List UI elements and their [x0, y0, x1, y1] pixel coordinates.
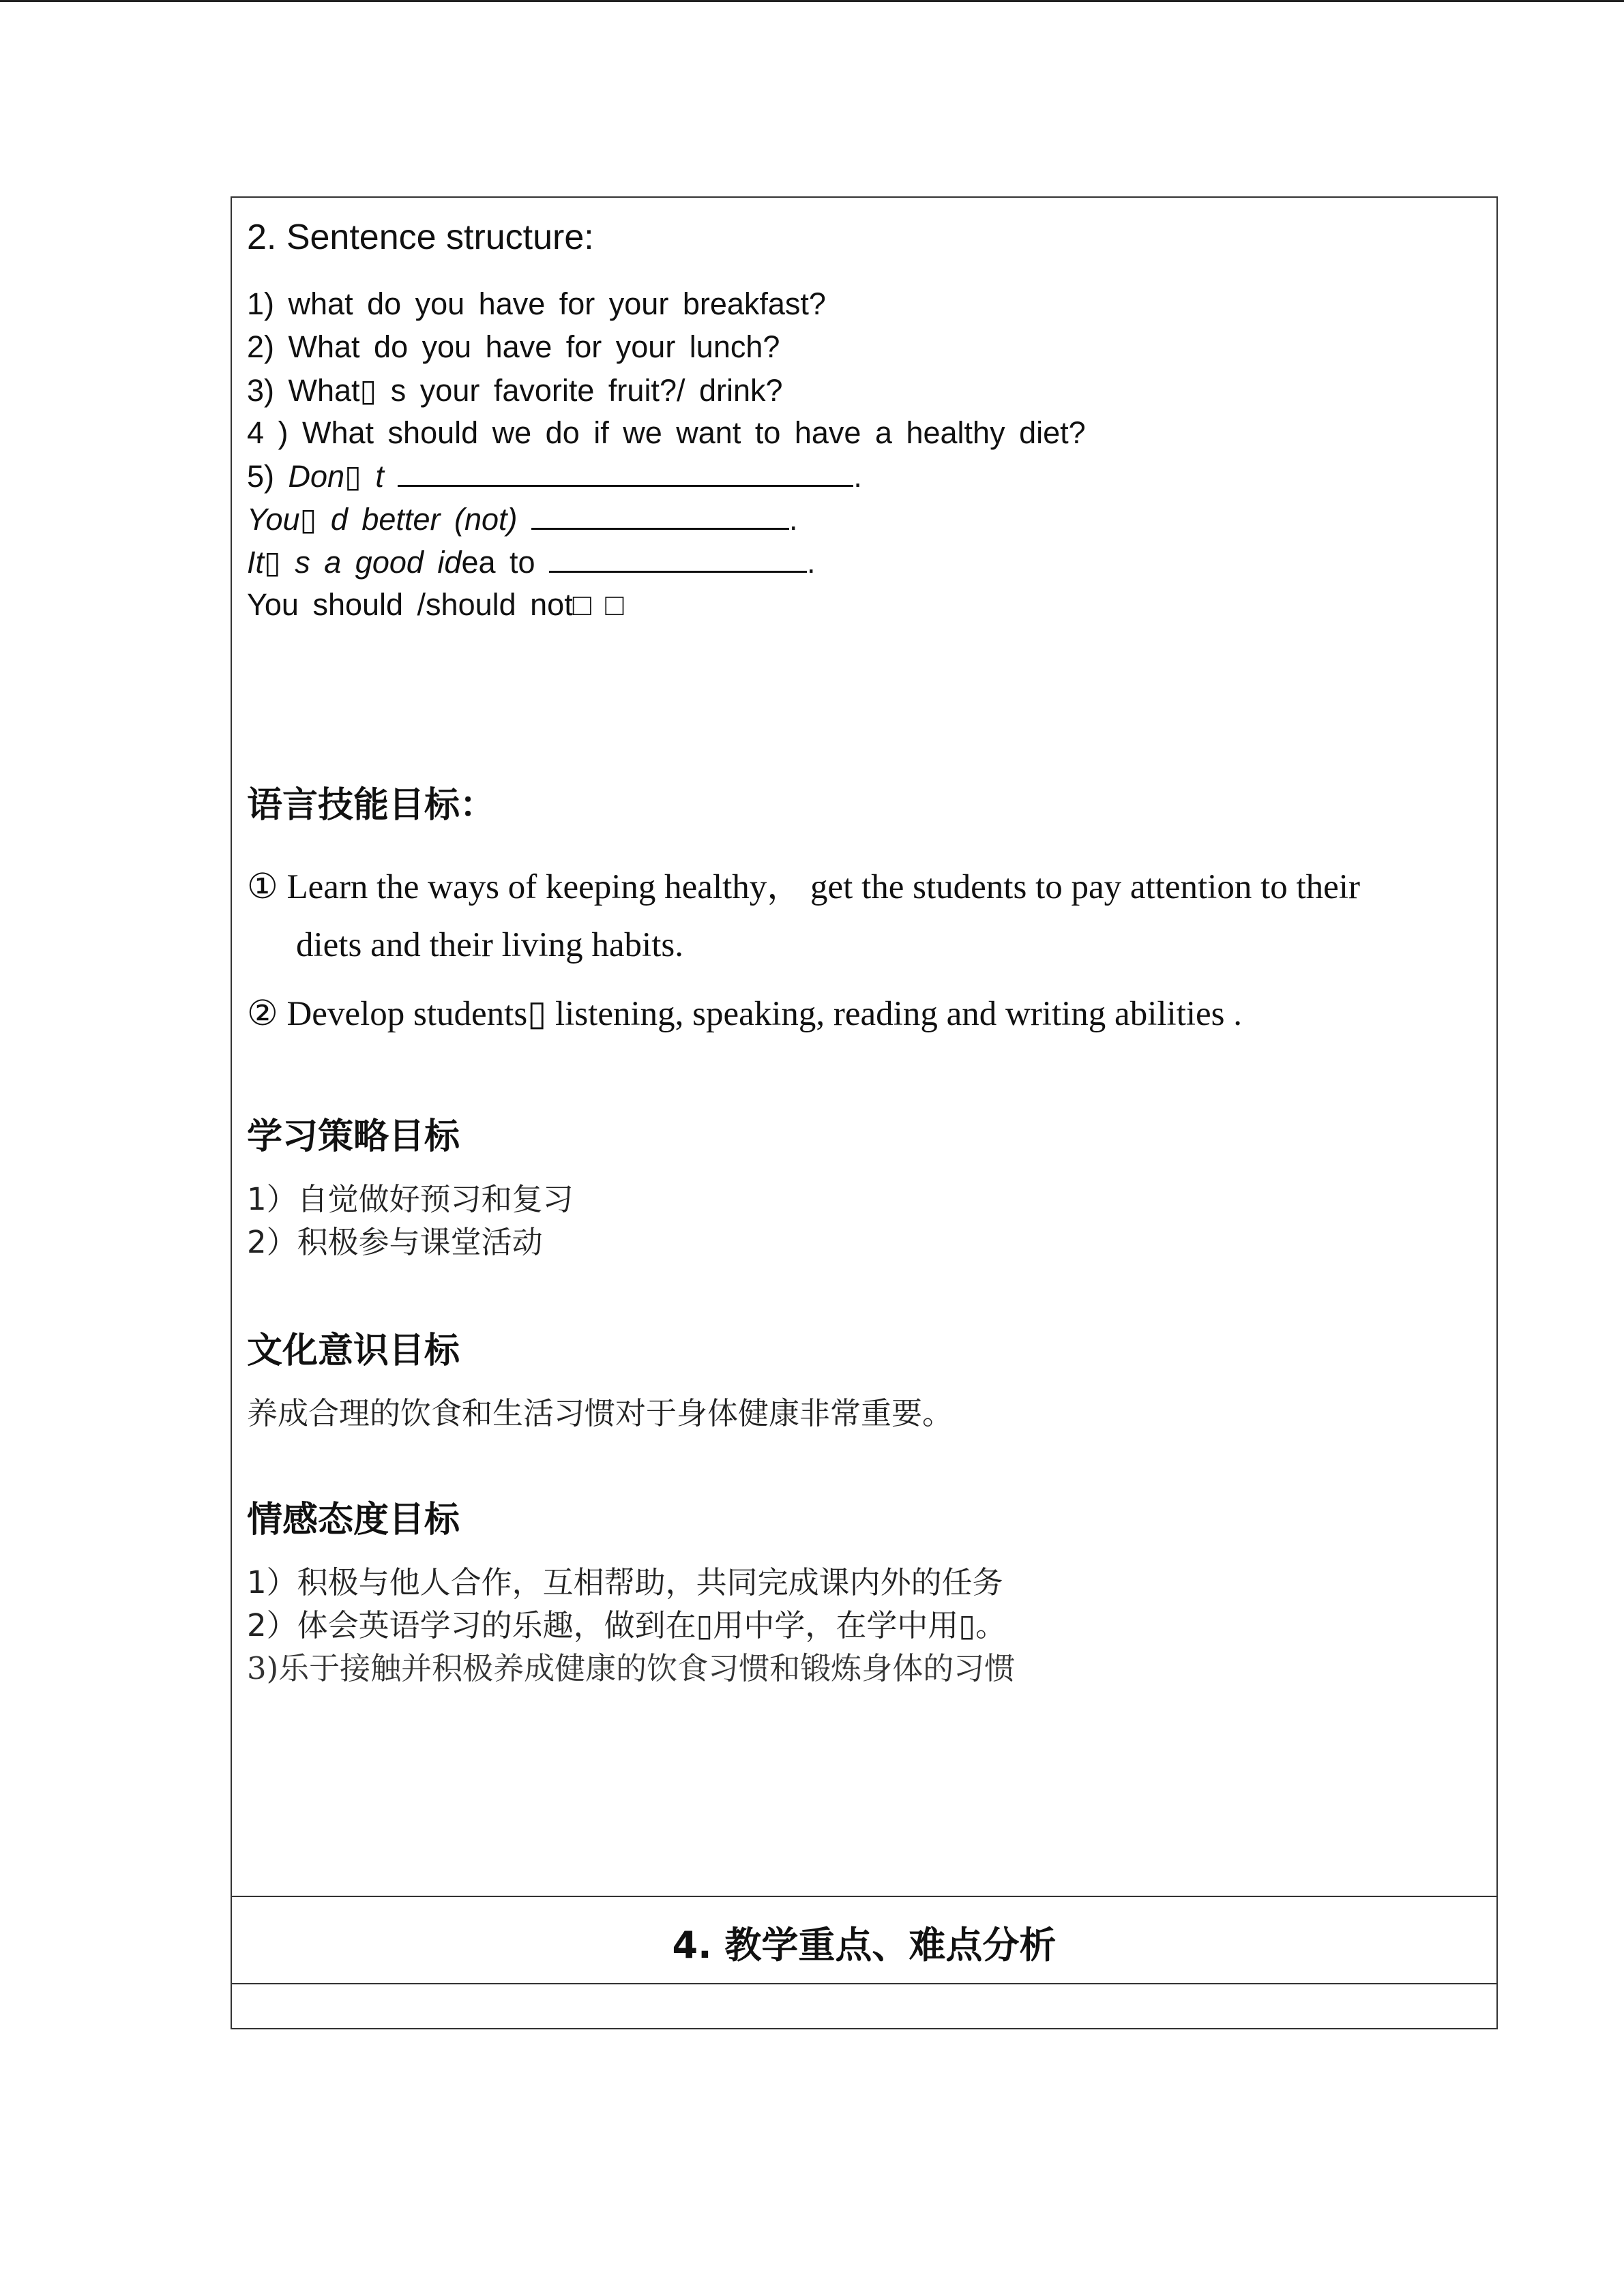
- language-skill-item-1: ① Learn the ways of keeping healthy， get the students to pay attention to their: [247, 868, 1360, 906]
- item5-italic: Don▯ t: [288, 459, 384, 494]
- item6-italic: You▯ d better (not): [247, 502, 518, 537]
- emotional-attitude-item-1: 1）积极与他人合作，互相帮助，共同完成课内外的任务: [247, 1564, 1003, 1600]
- sentence-item-1: 1) what do you have for your breakfast?: [247, 286, 826, 321]
- table-row-divider: [232, 1896, 1496, 1897]
- sentence-item-6: [247, 501, 798, 537]
- learning-strategy-item-1: 1）自觉做好预习和复习: [247, 1181, 574, 1217]
- item5-prefix: 5): [247, 459, 289, 494]
- sentence-item-5: [247, 458, 862, 494]
- section-4-title: 4. 教学重点、难点分析: [672, 1924, 1057, 1967]
- sentence-item-3: 3) What▯ s your favorite fruit?/ drink?: [247, 373, 783, 408]
- lesson-plan-table: [231, 196, 1498, 2029]
- language-skill-heading: 语言技能目标：: [247, 785, 496, 826]
- period: .: [789, 502, 798, 537]
- emotional-attitude-item-3: 3)乐于接触并积极养成健康的饮食习惯和锻炼身体的习惯: [247, 1650, 1016, 1686]
- fill-blank-line: [549, 545, 807, 573]
- cultural-awareness-text: 养成合理的饮食和生活习惯对于身体健康非常重要。: [247, 1395, 954, 1431]
- sentence-item-8: You should /should not□ □: [247, 587, 624, 622]
- item7-tail: ea to: [461, 545, 535, 580]
- language-skill-item-1-cont: diets and their living habits.: [296, 926, 683, 964]
- sentence-structure-heading: 2. Sentence structure:: [247, 218, 594, 257]
- language-skill-item-2: ② Develop students▯ listening, speaking, reading and writing abilities .: [247, 995, 1243, 1033]
- period: .: [853, 459, 862, 494]
- emotional-attitude-heading: 情感态度目标: [247, 1500, 460, 1540]
- fill-blank-line: [531, 502, 789, 530]
- cultural-awareness-heading: 文化意识目标: [247, 1330, 460, 1371]
- table-row-divider: [232, 1983, 1496, 1984]
- page-top-border: [0, 0, 1624, 2]
- sentence-item-2: 2) What do you have for your lunch?: [247, 329, 780, 364]
- learning-strategy-heading: 学习策略目标: [247, 1116, 460, 1157]
- learning-strategy-item-2: 2）积极参与课堂活动: [247, 1224, 543, 1260]
- period: .: [807, 545, 816, 580]
- fill-blank-line: [398, 459, 853, 487]
- item7-italic: It▯ s a good id: [247, 545, 462, 580]
- sentence-item-4: 4 ) What should we do if we want to have a healthy diet?: [247, 415, 1086, 450]
- sentence-item-7: [247, 544, 816, 580]
- emotional-attitude-item-2: 2）体会英语学习的乐趣，做到在▯用中学，在学中用▯。: [247, 1607, 1007, 1643]
